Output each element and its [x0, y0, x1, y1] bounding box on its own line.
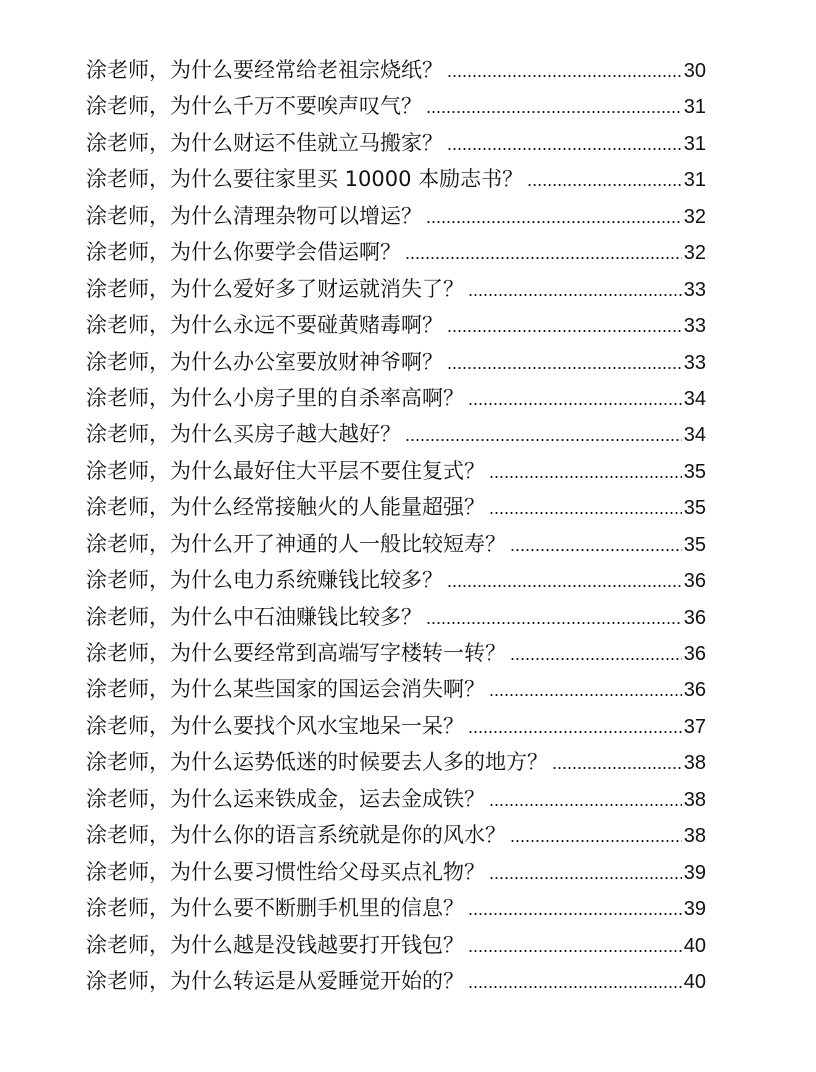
toc-entry-title: 涂老师，为什么开了神通的人一般比较短寿？ [86, 531, 506, 556]
toc-entry-title: 涂老师，为什么清理杂物可以增运？ [86, 203, 422, 228]
toc-entry-page-number: 40 [683, 970, 706, 993]
toc-entry-page-number: 40 [683, 934, 706, 957]
toc-dot-leader [426, 199, 682, 235]
toc-dot-leader [468, 928, 682, 964]
toc-entry-title: 涂老师，为什么中石油赚钱比较多？ [86, 604, 422, 629]
toc-entry[interactable] [86, 708, 706, 744]
toc-entry-title: 涂老师，为什么经常接触火的人能量超强？ [86, 495, 485, 520]
toc-entry-page-number: 32 [683, 205, 706, 228]
toc-entry-page-number: 36 [683, 679, 706, 702]
toc-entry[interactable] [86, 526, 706, 562]
toc-dot-leader [510, 818, 682, 854]
toc-entry-page-number: 31 [683, 169, 706, 192]
toc-entry-title: 涂老师，为什么某些国家的国运会消失啊？ [86, 677, 485, 702]
toc-entry-title: 涂老师，为什么运来铁成金，运去金成铁？ [86, 786, 485, 811]
toc-entry-title: 涂老师，为什么运势低迷的时候要去人多的地方？ [86, 750, 548, 775]
toc-entry[interactable] [86, 271, 706, 307]
toc-entry-title: 涂老师，为什么要经常给老祖宗烧纸？ [86, 58, 443, 82]
toc-entry-page-number: 36 [683, 643, 706, 665]
toc-entry[interactable] [86, 744, 706, 780]
toc-entry[interactable] [86, 599, 706, 635]
toc-entry-page-number: 35 [683, 497, 706, 520]
toc-entry-page-number: 38 [683, 825, 706, 848]
toc-entry-page-number: 30 [683, 60, 706, 82]
toc-entry-title: 涂老师，为什么越是没钱越要打开钱包？ [86, 932, 464, 957]
toc-dot-leader [489, 855, 682, 891]
toc-dot-leader [447, 563, 682, 599]
toc-entry-title: 涂老师，为什么要找个风水宝地呆一呆？ [86, 713, 464, 738]
toc-dot-leader [447, 308, 682, 344]
toc-entry-title: 涂老师，为什么买房子越大越好？ [86, 422, 401, 447]
toc-entry-title: 涂老师，为什么办公室要放财神爷啊？ [86, 349, 443, 374]
toc-entry-title: 涂老师，为什么要不断删手机里的信息？ [86, 896, 464, 921]
toc-entry-page-number: 31 [683, 132, 706, 155]
toc-entry[interactable] [86, 416, 706, 452]
toc-entry-page-number: 39 [683, 898, 706, 921]
toc-entry-title: 涂老师，为什么千万不要唉声叹气？ [86, 94, 422, 119]
toc-entry-page-number: 33 [683, 278, 706, 301]
toc-entry-page-number: 38 [683, 788, 706, 811]
toc-entry[interactable] [86, 671, 706, 707]
toc-entry-title: 涂老师，为什么要经常到高端写字楼转一转？ [86, 641, 506, 665]
toc-entry[interactable] [86, 161, 706, 197]
toc-entry[interactable] [86, 234, 706, 270]
toc-dot-leader [447, 345, 682, 381]
toc-dot-leader [468, 709, 682, 745]
toc-entry[interactable] [86, 453, 706, 489]
toc-dot-leader [510, 636, 682, 672]
toc-dot-leader [489, 454, 682, 490]
toc-entry[interactable] [86, 781, 706, 817]
toc-entry-title: 涂老师，为什么要往家里买 10000 本励志书？ [86, 167, 524, 192]
toc-entry-title: 涂老师，为什么你要学会借运啊？ [86, 240, 401, 265]
toc-entry-page-number: 35 [683, 460, 706, 483]
toc-entry-page-number: 36 [683, 606, 706, 629]
toc-entry-title: 涂老师，为什么你的语言系统就是你的风水？ [86, 823, 506, 848]
toc-dot-leader [489, 490, 682, 526]
toc-dot-leader [405, 235, 682, 271]
toc-entry-title: 涂老师，为什么最好住大平层不要住复式？ [86, 458, 485, 483]
toc-entry-title: 涂老师，为什么爱好多了财运就消失了？ [86, 276, 464, 301]
toc-dot-leader [468, 964, 682, 1000]
toc-entry-page-number: 32 [683, 242, 706, 265]
toc-entry[interactable] [86, 52, 706, 88]
toc-dot-leader [468, 381, 682, 417]
toc-dot-leader [405, 417, 682, 453]
toc-entry-page-number: 34 [683, 424, 706, 447]
toc-entry[interactable] [86, 854, 706, 890]
toc-entry-title: 涂老师，为什么财运不佳就立马搬家？ [86, 130, 443, 155]
toc-dot-leader [510, 527, 682, 563]
toc-entry-page-number: 39 [683, 861, 706, 884]
toc-dot-leader [527, 162, 682, 198]
toc-entry-page-number: 35 [683, 533, 706, 556]
toc-dot-leader [489, 672, 682, 708]
toc-entry[interactable] [86, 890, 706, 926]
toc-dot-leader [552, 745, 682, 781]
toc-entry-page-number: 34 [683, 387, 706, 410]
toc-entry[interactable] [86, 344, 706, 380]
toc-entry-page-number: 33 [683, 351, 706, 374]
toc-entry-page-number: 36 [683, 570, 706, 593]
toc-dot-leader [447, 53, 682, 89]
toc-entry-title: 涂老师，为什么电力系统赚钱比较多？ [86, 568, 443, 593]
toc-entry-title: 涂老师，为什么要习惯性给父母买点礼物？ [86, 859, 485, 884]
toc-entry-page-number: 38 [683, 752, 706, 775]
toc-entry[interactable] [86, 125, 706, 161]
toc-entry[interactable] [86, 963, 706, 999]
toc-entry[interactable] [86, 927, 706, 963]
table-of-contents [86, 52, 706, 999]
toc-entry-title: 涂老师，为什么转运是从爱睡觉开始的？ [86, 968, 464, 993]
toc-dot-leader [468, 891, 682, 927]
toc-entry-page-number: 33 [683, 315, 706, 338]
toc-dot-leader [489, 782, 682, 818]
toc-entry[interactable] [86, 380, 706, 416]
toc-entry-page-number: 31 [683, 96, 706, 119]
toc-entry[interactable] [86, 635, 706, 671]
toc-dot-leader [426, 600, 682, 636]
toc-entry-page-number: 37 [683, 715, 706, 738]
toc-dot-leader [468, 272, 682, 308]
toc-dot-leader [426, 89, 682, 125]
toc-entry[interactable] [86, 88, 706, 124]
toc-entry[interactable] [86, 489, 706, 525]
toc-entry[interactable] [86, 562, 706, 598]
toc-entry[interactable] [86, 307, 706, 343]
toc-entry[interactable] [86, 198, 706, 234]
toc-entry-title: 涂老师，为什么小房子里的自杀率高啊？ [86, 385, 464, 410]
toc-entry[interactable] [86, 817, 706, 853]
toc-entry-title: 涂老师，为什么永远不要碰黄赌毒啊？ [86, 313, 443, 338]
toc-dot-leader [447, 126, 682, 162]
